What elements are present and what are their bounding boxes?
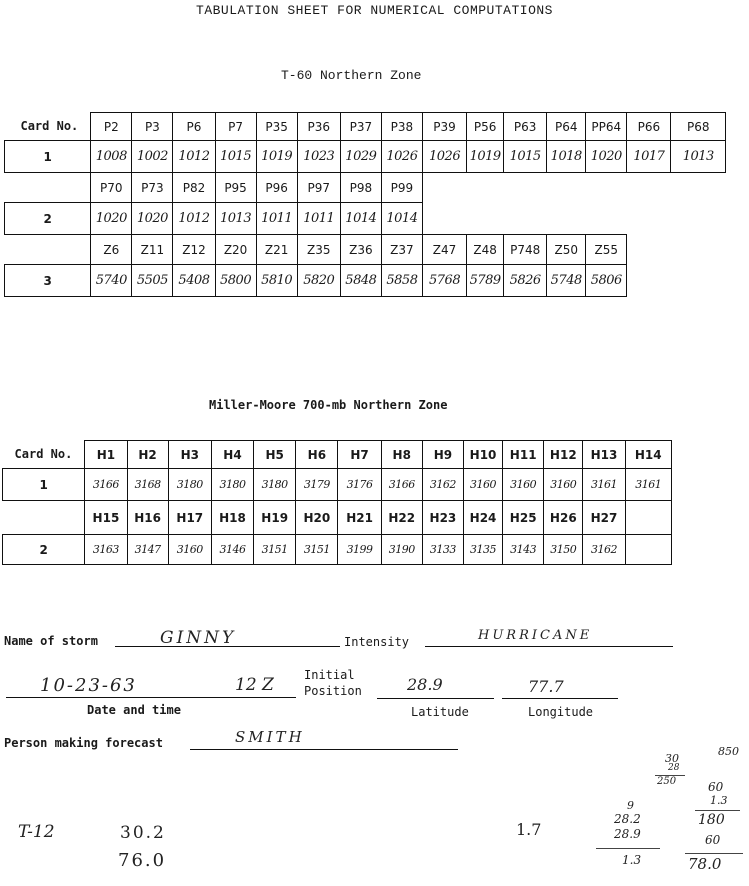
value-cell: 5820	[297, 265, 340, 297]
value-cell: 5740	[91, 265, 132, 297]
value-cell: 1020	[132, 203, 173, 235]
header-cell: Z48	[467, 235, 504, 265]
header-cell: H1	[85, 441, 127, 469]
card-number: 1	[5, 141, 91, 173]
header-cell: H4	[211, 441, 253, 469]
empty-cell	[625, 535, 671, 565]
header-cell: Z21	[256, 235, 297, 265]
person-label: Person making forecast	[4, 736, 163, 750]
t60-table	[4, 112, 726, 297]
header-cell: Z20	[215, 235, 256, 265]
value-cell: 1029	[340, 141, 381, 173]
value-cell: 5789	[467, 265, 504, 297]
header-cell: H14	[625, 441, 671, 469]
value-cell: 3151	[296, 535, 338, 565]
header-cell: P98	[340, 173, 381, 203]
header-cell: P63	[504, 113, 547, 141]
value-cell: 3135	[463, 535, 502, 565]
lon12-note: 76.0	[118, 850, 167, 871]
storm-name-label: Name of storm	[4, 634, 98, 648]
header-cell: H13	[583, 441, 625, 469]
mm700-row1-values	[3, 469, 672, 501]
header-cell: Z55	[586, 235, 627, 265]
value-cell: 3143	[503, 535, 544, 565]
header-cell: H25	[503, 501, 544, 535]
t60-row1-header	[5, 113, 726, 141]
mm700-row2-header	[3, 501, 672, 535]
value-cell: 1014	[340, 203, 381, 235]
header-cell: H2	[127, 441, 168, 469]
t60-row2-header	[5, 173, 726, 203]
sheet-title: TABULATION SHEET FOR NUMERICAL COMPUTATIONS	[196, 3, 553, 18]
spacer-cell	[5, 235, 91, 265]
diff-note: 1.7	[516, 820, 542, 839]
spacer-cell	[5, 173, 91, 203]
value-cell: 3162	[583, 535, 625, 565]
card-number: 2	[3, 535, 85, 565]
header-cell: P6	[173, 113, 215, 141]
calc-c-3: 180	[698, 812, 725, 828]
value-cell: 5858	[381, 265, 422, 297]
t60-row1-values	[5, 141, 726, 173]
t60-row3-values	[5, 265, 726, 297]
header-cell: P68	[671, 113, 726, 141]
header-cell: H24	[463, 501, 502, 535]
header-cell: P35	[256, 113, 297, 141]
header-cell: H10	[463, 441, 502, 469]
value-cell: 3160	[168, 535, 211, 565]
calc-c-rule	[695, 810, 740, 811]
header-cell: H8	[381, 441, 422, 469]
value-cell: 3180	[168, 469, 211, 501]
card-number: 3	[5, 265, 91, 297]
value-cell: 3176	[338, 469, 381, 501]
header-cell: P96	[256, 173, 297, 203]
spacer-cell	[627, 235, 726, 265]
spacer-cell	[627, 265, 726, 297]
value-cell: 1011	[256, 203, 297, 235]
header-cell: P2	[91, 113, 132, 141]
header-cell: H15	[85, 501, 127, 535]
header-cell: P3	[132, 113, 173, 141]
header-cell: H19	[254, 501, 296, 535]
value-cell: 1014	[381, 203, 422, 235]
date-time-caption: Date and time	[87, 703, 181, 717]
header-cell: PP64	[586, 113, 627, 141]
value-cell: 1012	[173, 203, 215, 235]
mm700-row1-header	[3, 441, 672, 469]
value-cell: 5800	[215, 265, 256, 297]
value-cell: 5748	[547, 265, 586, 297]
header-cell: Z11	[132, 235, 173, 265]
value-cell: 5848	[340, 265, 381, 297]
latitude-value: 28.9	[407, 675, 443, 694]
header-cell: Z50	[547, 235, 586, 265]
mm700-title: Miller-Moore 700-mb Northern Zone	[209, 398, 448, 412]
date-value: 10-23-63	[40, 675, 137, 696]
calc-c-2: 1.3	[710, 794, 728, 807]
header-cell: P99	[381, 173, 422, 203]
value-cell: 3190	[381, 535, 422, 565]
value-cell: 3161	[583, 469, 625, 501]
value-cell: 3147	[127, 535, 168, 565]
value-cell: 1017	[627, 141, 671, 173]
calc-a-2: 28	[668, 763, 680, 773]
header-cell: H17	[168, 501, 211, 535]
header-cell: Z47	[422, 235, 466, 265]
value-cell: 5768	[422, 265, 466, 297]
header-cell: P73	[132, 173, 173, 203]
value-cell: 1012	[173, 141, 215, 173]
value-cell: 1020	[91, 203, 132, 235]
header-cell: H6	[296, 441, 338, 469]
value-cell: 1023	[297, 141, 340, 173]
header-cell: P97	[297, 173, 340, 203]
t60-title: T-60 Northern Zone	[281, 68, 422, 83]
value-cell: 3166	[85, 469, 127, 501]
header-cell: H23	[422, 501, 463, 535]
calc-b-2: 28.2	[614, 812, 641, 826]
calc-b-4: 1.3	[622, 853, 642, 867]
longitude-value: 77.7	[528, 677, 564, 696]
header-cell: P7	[215, 113, 256, 141]
intensity-value: HURRICANE	[478, 628, 593, 643]
value-cell: 3168	[127, 469, 168, 501]
value-cell: 3180	[254, 469, 296, 501]
latitude-caption: Latitude	[411, 705, 469, 719]
value-cell: 3179	[296, 469, 338, 501]
header-cell: P66	[627, 113, 671, 141]
calc-c-1: 60	[708, 780, 724, 794]
header-cell: H12	[544, 441, 583, 469]
card-number: 2	[5, 203, 91, 235]
header-cell: Z36	[340, 235, 381, 265]
person-field[interactable]	[190, 733, 458, 750]
value-cell: 1015	[504, 141, 547, 173]
header-cell: Z6	[91, 235, 132, 265]
value-cell: 3163	[85, 535, 127, 565]
calc-a-3: 250	[657, 776, 677, 787]
value-cell: 3199	[338, 535, 381, 565]
header-cell: H26	[544, 501, 583, 535]
value-cell: 3160	[544, 469, 583, 501]
header-cell: H20	[296, 501, 338, 535]
header-cell: P82	[173, 173, 215, 203]
header-cell: H18	[211, 501, 253, 535]
header-cell: H21	[338, 501, 381, 535]
card-no-label: Card No.	[20, 119, 79, 134]
value-cell: 1015	[215, 141, 256, 173]
value-cell: 3161	[625, 469, 671, 501]
header-cell: Z35	[297, 235, 340, 265]
header-cell: P70	[91, 173, 132, 203]
value-cell: 3166	[381, 469, 422, 501]
header-cell: H9	[422, 441, 463, 469]
calc-b-rule	[596, 848, 660, 849]
header-cell: H11	[503, 441, 544, 469]
mm700-row2-values	[3, 535, 672, 565]
value-cell: 1008	[91, 141, 132, 173]
header-cell: P95	[215, 173, 256, 203]
empty-cell	[625, 501, 671, 535]
header-cell: P37	[340, 113, 381, 141]
t60-row3-header	[5, 235, 726, 265]
t12-note: T-12	[18, 822, 55, 842]
longitude-caption: Longitude	[528, 705, 594, 719]
lat12-note: 30.2	[120, 823, 166, 843]
calc-c-4: 60	[705, 833, 721, 847]
value-cell: 3180	[211, 469, 253, 501]
value-cell: 1020	[586, 141, 627, 173]
value-cell: 3160	[503, 469, 544, 501]
value-cell: 1011	[297, 203, 340, 235]
value-cell: 1019	[467, 141, 504, 173]
header-cell: H22	[381, 501, 422, 535]
value-cell: 5505	[132, 265, 173, 297]
header-cell: P39	[422, 113, 466, 141]
value-cell: 5826	[504, 265, 547, 297]
value-cell: 3133	[422, 535, 463, 565]
mm700-table	[2, 440, 672, 565]
value-cell: 3160	[463, 469, 502, 501]
storm-name-value: GINNY	[160, 628, 237, 648]
calc-c-5: 78.0	[688, 855, 722, 873]
value-cell: 1026	[422, 141, 466, 173]
header-cell: P36	[297, 113, 340, 141]
calc-a-1: 30	[665, 752, 679, 765]
value-cell: 1002	[132, 141, 173, 173]
card-number: 1	[3, 469, 85, 501]
header-cell: H3	[168, 441, 211, 469]
header-cell: H27	[583, 501, 625, 535]
value-cell: 3151	[254, 535, 296, 565]
header-cell: P64	[547, 113, 586, 141]
time-value: 12 Z	[235, 675, 274, 695]
header-cell: P38	[381, 113, 422, 141]
header-cell: Z37	[381, 235, 422, 265]
header-cell: P56	[467, 113, 504, 141]
spacer-cell	[3, 501, 85, 535]
position-label: Position	[304, 684, 362, 698]
value-cell: 1019	[256, 141, 297, 173]
header-cell: P748	[504, 235, 547, 265]
value-cell: 3162	[422, 469, 463, 501]
spacer-cell	[422, 173, 725, 203]
value-cell: 3146	[211, 535, 253, 565]
person-value: SMITH	[235, 728, 305, 746]
calc-b-3: 28.9	[614, 827, 641, 841]
intensity-label: Intensity	[344, 635, 410, 649]
value-cell: 3150	[544, 535, 583, 565]
value-cell: 1013	[671, 141, 726, 173]
calc-b-1: 9	[627, 799, 634, 812]
card-no-label: Card No.	[14, 447, 73, 462]
value-cell: 1026	[381, 141, 422, 173]
value-cell: 1018	[547, 141, 586, 173]
value-cell: 5806	[586, 265, 627, 297]
value-cell: 5408	[173, 265, 215, 297]
value-cell: 5810	[256, 265, 297, 297]
header-cell: H16	[127, 501, 168, 535]
initial-label: Initial	[304, 668, 355, 682]
calc-c-rule-2	[685, 853, 743, 854]
header-cell: Z12	[173, 235, 215, 265]
t60-row2-values	[5, 203, 726, 235]
header-cell: H5	[254, 441, 296, 469]
spacer-cell	[422, 203, 725, 235]
value-cell: 1013	[215, 203, 256, 235]
header-cell: H7	[338, 441, 381, 469]
calc-a-4: 850	[718, 745, 739, 758]
